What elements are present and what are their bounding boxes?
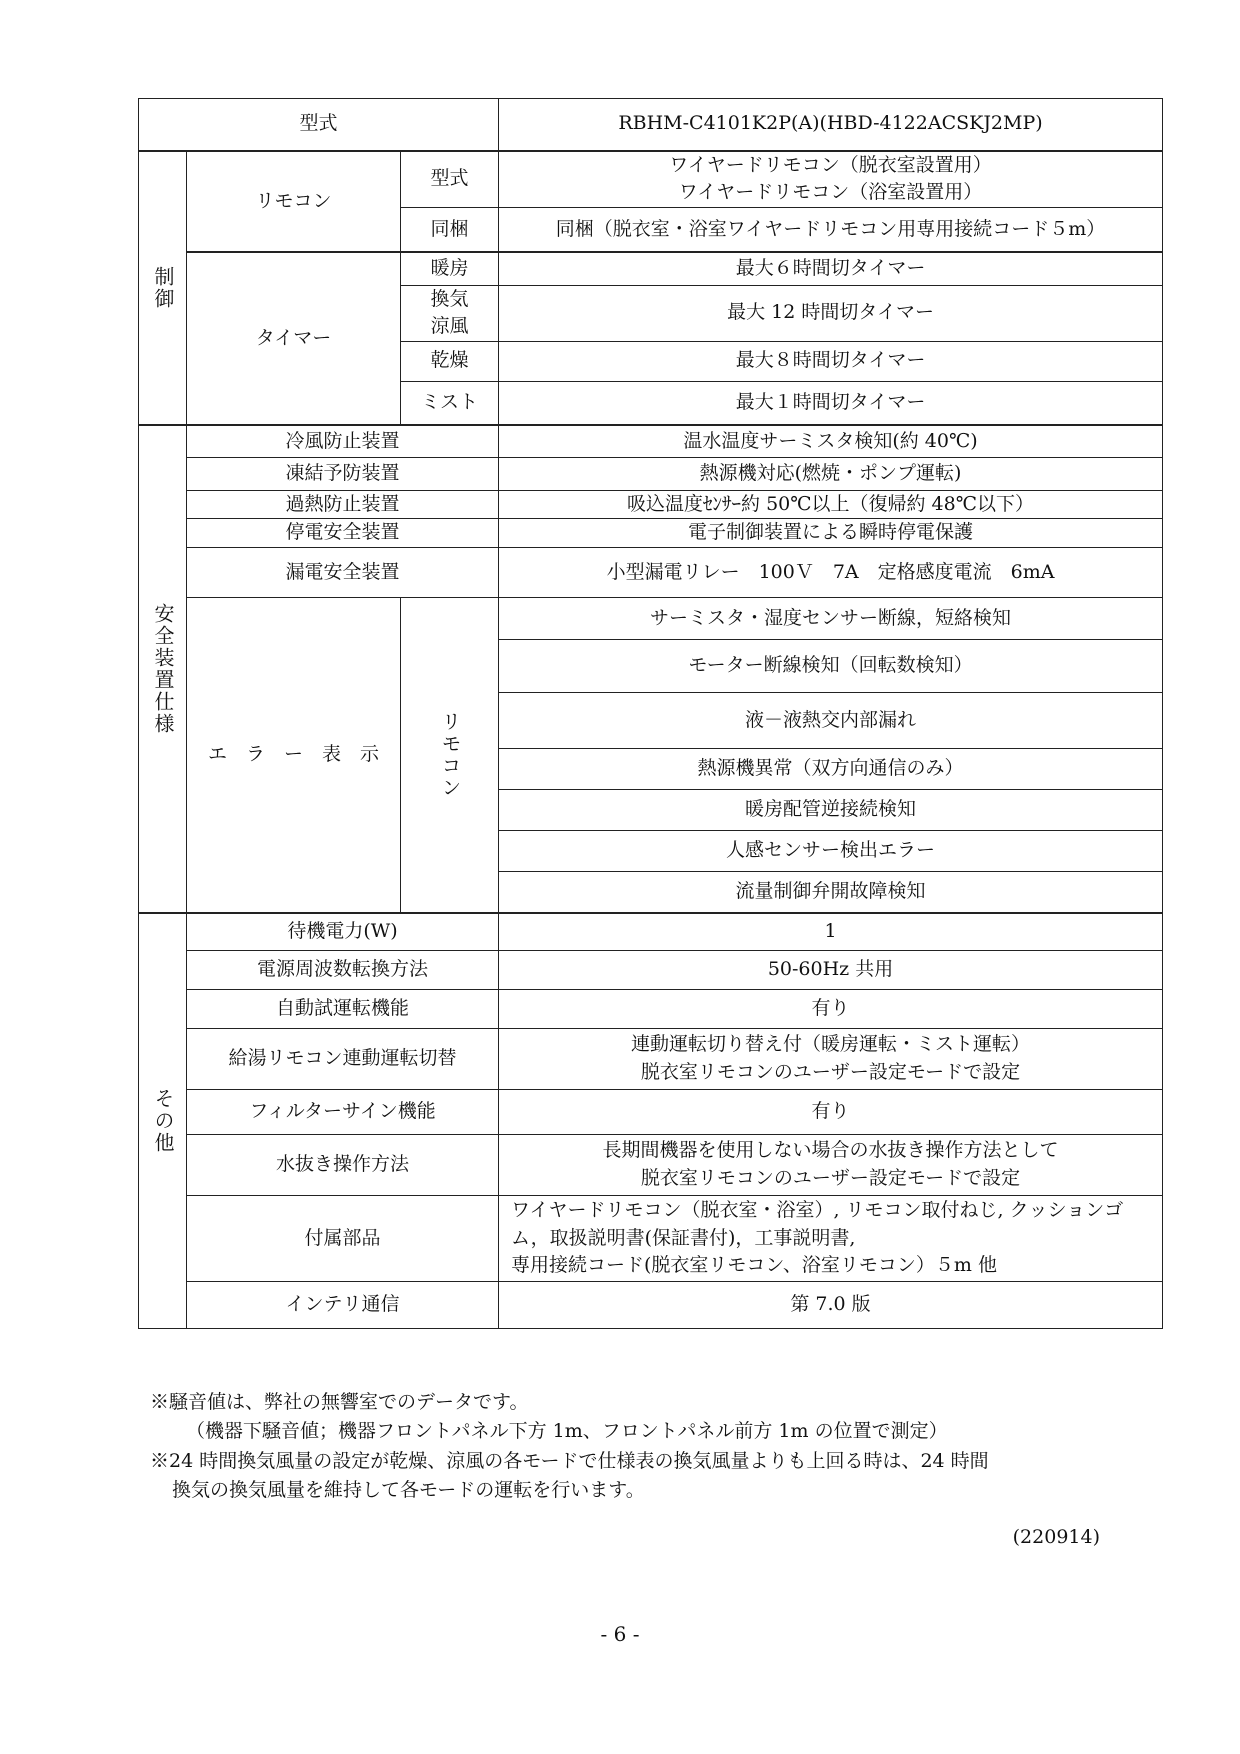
safety-row-value: 温水温度サーミスタ検知(約 40℃) [499,425,1163,457]
error-sub-label [401,597,499,913]
other-row-value: 有り [499,1089,1163,1134]
timer-row-label: 乾燥 [401,341,499,381]
other-row [139,1028,1163,1089]
model-value: RBHM-C4101K2P(A)(HBD-4122ACSKJ2MP) [499,99,1163,151]
page-number: - 6 - [600,1622,640,1646]
other-row-label: 水抜き操作方法 [187,1134,499,1195]
other-row-label: インテリ通信 [187,1281,499,1328]
safety-row-label: 漏電安全装置 [187,547,499,597]
other-row-value: 第 7.0 版 [499,1281,1163,1328]
other-row [139,950,1163,989]
other-row [139,1195,1163,1281]
timer-row-value: 最大 12 時間切タイマー [499,285,1163,341]
timer-label: タイマー [187,252,401,425]
timer-row-value: 最大１時間切タイマー [499,381,1163,425]
safety-row-label: 冷風防止装置 [187,425,499,457]
other-row-value: 連動運転切り替え付（暖房運転・ミスト運転） 脱衣室リモコンのユーザー設定モードで設定 [499,1028,1163,1089]
safety-row-value: 熱源機対応(燃焼・ポンプ運転) [499,457,1163,490]
error-label: エ ラ ー 表 示 [187,597,401,913]
safety-row-label: 過熱防止装置 [187,490,499,519]
error-item: サーミスタ・湿度センサー断線，短絡検知 [499,597,1163,639]
remocon-type-label: 型式 [401,151,499,208]
safety-row-label: 凍結予防装置 [187,457,499,490]
other-row-label: 電源周波数転換方法 [187,950,499,989]
timer-row-value: 最大６時間切タイマー [499,252,1163,285]
safety-row [139,490,1163,519]
other-row [139,1134,1163,1195]
notes [150,1388,989,1506]
error-sub-label-text: リモコン [438,711,462,800]
other-row-value: 有り [499,989,1163,1028]
remocon-bundle-label: 同梱 [401,207,499,252]
safety-section-label [139,425,187,913]
error-row [139,597,1163,639]
timer-row [139,252,1163,285]
safety-row [139,519,1163,548]
other-row-value: 50-60Hz 共用 [499,950,1163,989]
note-line: （機器下騒音値；機器フロントパネル下方 1m、フロントパネル前方 1m の位置で測定） [186,1420,948,1443]
timer-row-label: 暖房 [401,252,499,285]
timer-row-label: ミスト [401,381,499,425]
remocon-type-value-1: ワイヤードリモコン（脱衣室設置用） [669,153,992,176]
error-item: モーター断線検知（回転数検知） [499,639,1163,692]
spec-table [138,98,1163,1329]
safety-row-value: 小型漏電リレー 100Ｖ 7A 定格感度電流 6mA [499,547,1163,597]
remocon-type-value-2: ワイヤードリモコン（浴室設置用） [678,181,983,204]
remocon-label: リモコン [187,151,401,253]
version-code: (220914) [1012,1526,1100,1548]
other-row-label: 付属部品 [187,1195,499,1281]
remocon-type-value [499,151,1163,208]
control-section-label [139,151,187,426]
other-section-text: その他 [151,1088,175,1155]
model-row [139,99,1163,151]
safety-row [139,547,1163,597]
other-row [139,1281,1163,1328]
note-line: ※24 時間換気風量の設定が乾燥、涼風の各モードで仕様表の換気風量よりも上回る時は、24 時間 [150,1449,989,1472]
note-line: 換気の換気風量を維持して各モードの運転を行います。 [172,1479,645,1502]
other-row [139,989,1163,1028]
other-row-value: 長期間機器を使用しない場合の水抜き操作方法として 脱衣室リモコンのユーザー設定モードで設定 [499,1134,1163,1195]
control-remocon-type-row [139,151,1163,208]
safety-row-label: 停電安全装置 [187,519,499,548]
other-row [139,1089,1163,1134]
remocon-bundle-value: 同梱（脱衣室・浴室ワイヤードリモコン用専用接続コード５m） [499,207,1163,252]
other-row-value: 1 [499,913,1163,950]
other-row-label: フィルターサイン機能 [187,1089,499,1134]
safety-row-value: 電子制御装置による瞬時停電保護 [499,519,1163,548]
error-item: 暖房配管逆接続検知 [499,789,1163,830]
note-line: ※騒音値は、弊社の無響室でのデータです。 [150,1391,529,1413]
other-row-value: ワイヤードリモコン（脱衣室・浴室）, リモコン取付ねじ, クッションゴム，取扱説明書(保証書付)，工事説明書, 専用接続コード(脱衣室リモコン、浴室リモコン）５m 他 [499,1195,1163,1281]
control-section-text: 制御 [151,265,175,310]
model-label: 型式 [139,99,499,151]
timer-row-value: 最大８時間切タイマー [499,341,1163,381]
other-row-label: 自動試運転機能 [187,989,499,1028]
error-item: 液－液熱交内部漏れ [499,692,1163,748]
error-item: 人感センサー検出エラー [499,830,1163,871]
other-row [139,913,1163,950]
other-section-label [139,913,187,1328]
safety-row [139,457,1163,490]
safety-section-text: 安全装置仕様 [151,603,175,736]
safety-row-value: 吸込温度ｾﾝｻｰ約 50℃以上（復帰約 48℃以下） [499,490,1163,519]
other-row-label: 給湯リモコン連動運転切替 [187,1028,499,1089]
other-row-label: 待機電力(W) [187,913,499,950]
error-item: 流量制御弁開故障検知 [499,871,1163,913]
error-item: 熱源機異常（双方向通信のみ） [499,748,1163,789]
safety-row [139,425,1163,457]
timer-row-label: 換気 涼風 [401,285,499,341]
